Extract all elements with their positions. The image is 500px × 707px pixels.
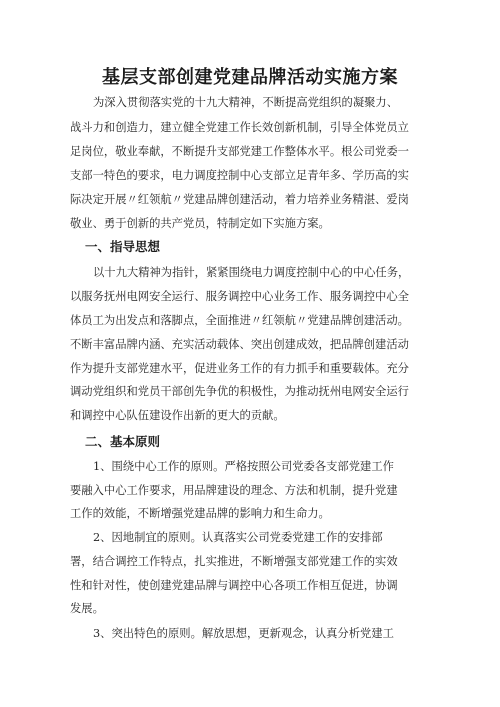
- principle1-line: 工作的效能，不断增强党建品牌的影响力和生命力。: [70, 507, 330, 520]
- principle2-line: 2、因地制宜的原则。认真落实公司党委党建工作的安排部: [93, 531, 383, 544]
- principle3-line: 3、突出特色的原则。解放思想，更新观念，认真分析党建工: [93, 627, 394, 640]
- section1-line: 调动党组织和党员干部创先争优的积极性，为推动抚州电网安全运行: [70, 385, 409, 398]
- intro-line: 为深入贯彻落实党的十九大精神，不断提高党组织的凝聚力、: [93, 96, 399, 109]
- section1-line: 作为提升支部党建水平，促进业务工作的有力抓手和重要载体。充分: [70, 362, 409, 375]
- section1-line: 不断丰富品牌内涵、充实活动载体、突出创建成效，把品牌创建活动: [70, 338, 409, 351]
- section1-line: 以十九大精神为指针，紧紧围绕电力调度控制中心的中心任务，: [93, 266, 410, 279]
- principle2-line: 性和针对性，使创建党建品牌与调控中心各项工作相互促进，协调: [70, 579, 398, 592]
- intro-line: 敬业、勇于创新的共产党员，特制定如下实施方案。: [70, 217, 330, 230]
- principle2-line: 署，结合调控工作特点，扎实推进，不断增强支部党建工作的实效: [70, 555, 398, 568]
- intro-line: 际决定开展〃红领航〃党建品牌创建活动，着力培养业务精湛、爱岗: [70, 193, 409, 206]
- section1-line: 体员工为出发点和落脚点，全面推进〃红领航〃党建品牌创建活动。: [70, 314, 409, 327]
- intro-line: 足岗位，敬业奉献，不断提升支部党建工作整体水平。根公司党委一: [70, 145, 409, 158]
- principle2-line: 发展。: [70, 602, 104, 615]
- section-heading-basic-principles: 二、基本原则: [85, 434, 161, 449]
- principle1-line: 1、围绕中心工作的原则。严格按照公司党委各支部党建工作: [93, 460, 394, 473]
- section1-line: 以服务抚州电网安全运行、服务调控中心业务工作、服务调控中心全: [70, 290, 409, 303]
- section1-line: 和调控中心队伍建设作出新的更大的贡献。: [70, 409, 285, 422]
- principle1-line: 要融入中心工作要求，用品牌建设的理念、方法和机制，提升党建: [70, 484, 398, 497]
- document-title: 基层支部创建党建品牌活动实施方案: [102, 67, 398, 88]
- intro-line: 战斗力和创造力，建立健全党建工作长效创新机制，引导全体党员立: [70, 121, 409, 134]
- intro-line: 支部一特色的要求，电力调度控制中心支部立足青年多、学历高的实: [70, 169, 409, 182]
- section-heading-guiding-ideology: 一、指导思想: [85, 239, 161, 254]
